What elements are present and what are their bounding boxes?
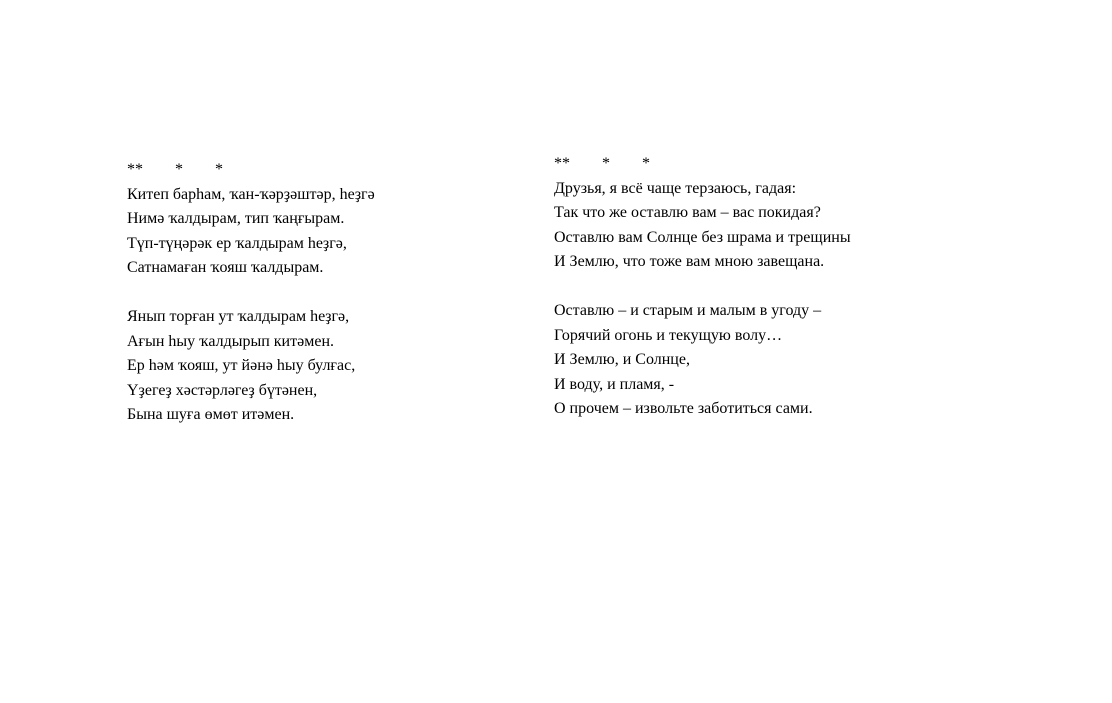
poem-line: Оставлю вам Солнце без шрама и трещины xyxy=(554,228,851,246)
poem-line: Бына шуға өмөт итәмен. xyxy=(127,406,295,423)
poem-line: Оставлю – и старым и малым в угоду – xyxy=(554,302,822,319)
poem-line: Горячий огонь и текущую волу… xyxy=(554,326,783,344)
russian-poem xyxy=(554,152,851,422)
bashkir-poem xyxy=(127,158,375,428)
poem-line: Сатнамаған ҡояш ҡалдырам. xyxy=(127,259,324,276)
poem-line: И воду, и пламя, - xyxy=(554,375,675,393)
poem-line: И Землю, что тоже вам мною завещана. xyxy=(554,253,825,270)
poem-line: Ер һәм ҡояш, ут йәнә һыу булғас, xyxy=(127,357,356,374)
poem-line: Друзья, я всё чаще терзаюсь, гадая: xyxy=(554,179,797,197)
poem-line: Нимә ҡалдырам, тип ҡаңғырам. xyxy=(127,210,345,227)
poem-stanza-2 xyxy=(127,305,375,428)
poem-line: Китеп барһам, ҡан-ҡәрҙәштәр, һеҙгә xyxy=(127,185,375,203)
poem-line: Янып торған ут ҡалдырам һеҙгә, xyxy=(127,308,350,325)
poem-stanza-1 xyxy=(554,177,851,275)
poem-line: Ағын һыу ҡалдырып китәмен. xyxy=(127,332,334,350)
poem-line: Түп-түңәрәк ер ҡалдырам һеҙгә, xyxy=(127,234,347,252)
poem-line: Үҙегеҙ хәстәрләгеҙ бүтәнен, xyxy=(127,381,318,399)
poem-stanza-1 xyxy=(127,183,375,281)
poem-stanza-2 xyxy=(554,299,851,422)
poem-asterisks: ** * * xyxy=(127,161,223,178)
poem-line: Так что же оставлю вам – вас покидая? xyxy=(554,204,821,221)
poem-line: И Землю, и Солнце, xyxy=(554,351,690,368)
poem-asterisks: ** * * xyxy=(554,155,650,172)
poem-line: О прочем – извольте заботиться сами. xyxy=(554,400,813,417)
